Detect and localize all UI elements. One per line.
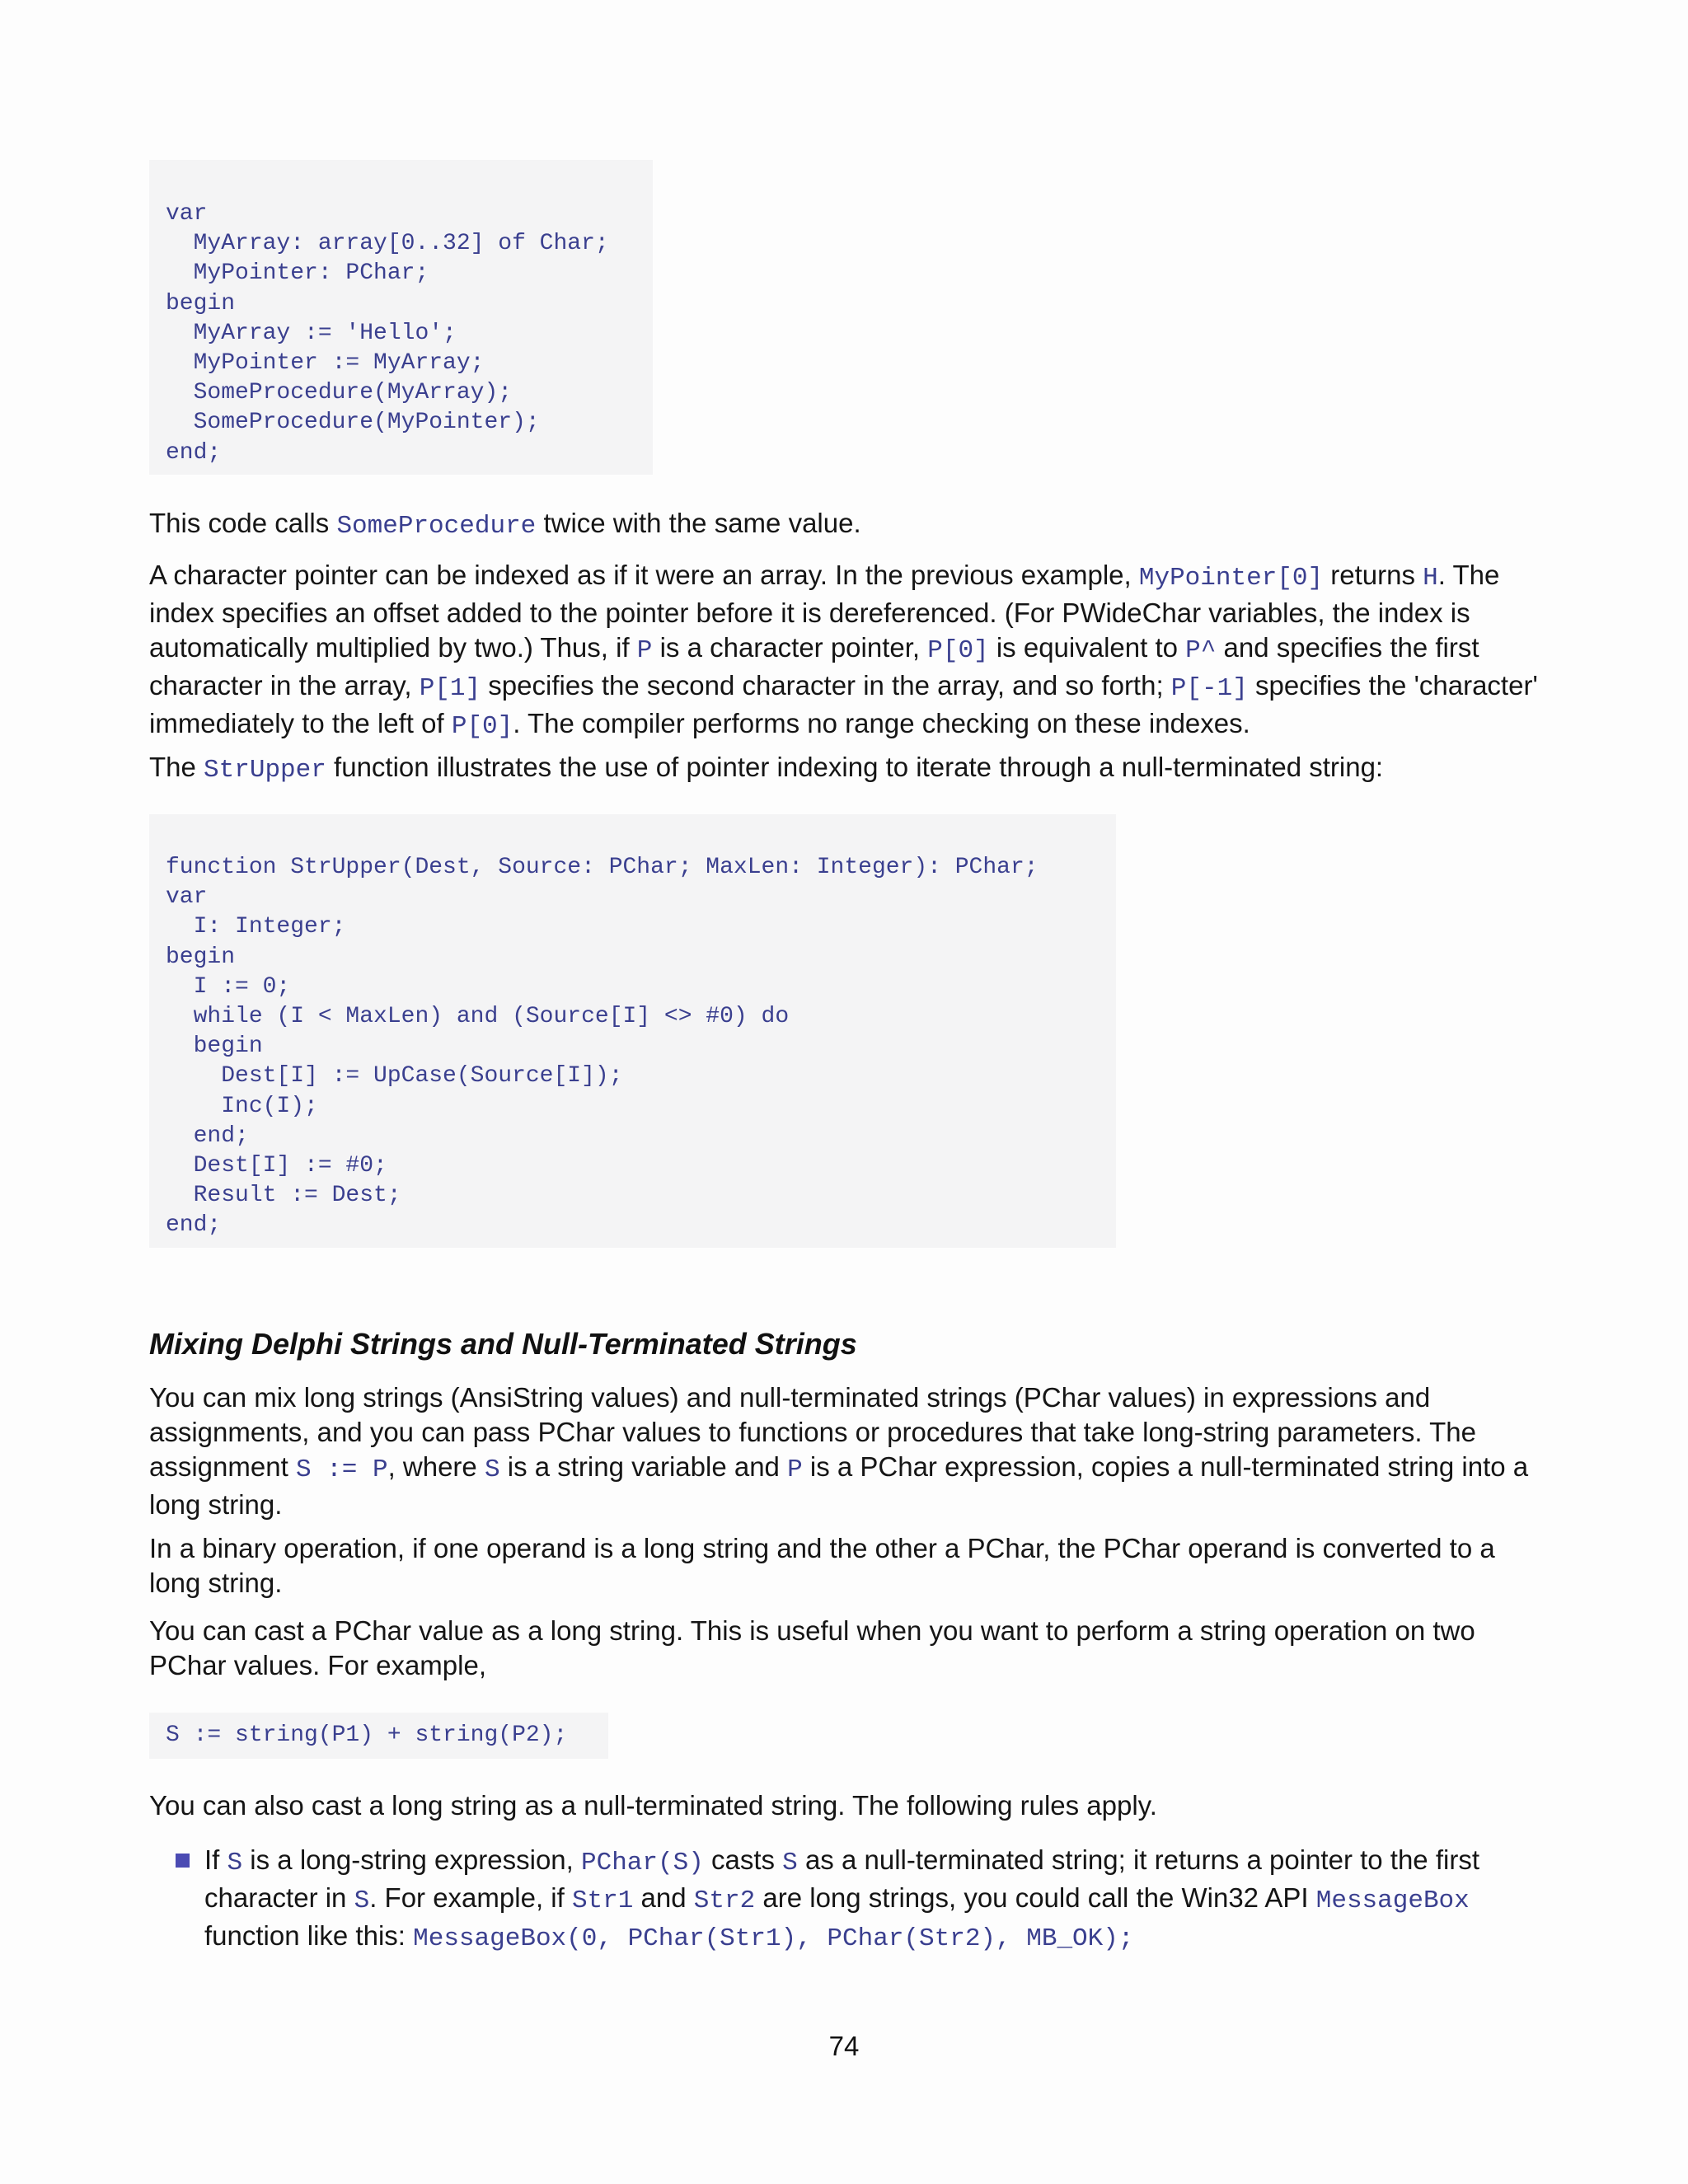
inline-code: S <box>354 1886 370 1915</box>
inline-code: P^ <box>1185 636 1217 665</box>
paragraph-cast-long-string: You can also cast a long string as a null-terminated string. The following rules apply. <box>149 1790 1157 1821</box>
inline-code: PChar(S) <box>580 1849 704 1877</box>
code-block-strupper <box>149 814 1116 1248</box>
code-line: end; <box>166 1212 222 1239</box>
inline-code: MyPointer[0] <box>1138 564 1324 593</box>
code-line: Result := Dest; <box>166 1183 401 1209</box>
paragraph-strupper-intro <box>149 750 1550 788</box>
text-span: returns <box>1323 560 1423 590</box>
paragraph-cast-pchar: You can cast a PChar value as a long string. This is useful when you want to perform a string operation on two PChar values. For example, <box>149 1615 1475 1680</box>
code-line: SomeProcedure(MyPointer); <box>166 410 540 436</box>
inline-code: MessageBox <box>1315 1886 1470 1915</box>
text-span: The <box>149 752 204 782</box>
text-span: specifies the second character in the array, and so forth; <box>481 670 1171 701</box>
code-line: var <box>166 201 208 227</box>
code-line: MyPointer: PChar; <box>166 260 429 287</box>
code-line: while (I < MaxLen) and (Source[I] <> #0) do <box>166 1003 790 1029</box>
code-block-string-cast <box>149 1713 608 1759</box>
inline-code: S := P <box>295 1455 388 1484</box>
text-span: A character pointer can be indexed as if it were an array. In the previous example, <box>149 560 1139 590</box>
inline-code: P <box>636 636 653 665</box>
inline-code: P[0] <box>927 636 989 665</box>
text-span: specifies the 'character' immediately to the left of <box>149 670 1538 738</box>
text-span: You can mix long strings (AnsiString values) and null-terminated strings (PChar values) in expressions and assignments, and you can pass PChar values to functions or procedures that take long-string parameters. The assignment <box>149 1382 1476 1482</box>
code-line: begin <box>166 1033 263 1060</box>
inline-code: P <box>787 1455 803 1484</box>
code-line: begin <box>166 944 236 970</box>
inline-code: Str2 <box>693 1886 756 1915</box>
code-line: MyArray: array[0..32] of Char; <box>166 231 609 257</box>
text-span: and specifies the first character in the array, <box>149 632 1479 701</box>
inline-code: P[0] <box>451 712 513 741</box>
text-span: function illustrates the use of pointer indexing to iterate through a null-terminated string: <box>326 752 1384 782</box>
inline-code: H <box>1423 564 1438 593</box>
code-line: Inc(I); <box>166 1093 318 1119</box>
text-span: This code calls <box>149 508 337 538</box>
inline-code: S <box>227 1849 243 1877</box>
text-span: . The compiler performs no range checking on these indexes. <box>513 708 1250 738</box>
section-heading: Mixing Delphi Strings and Null-Terminated Strings <box>149 1327 857 1361</box>
code-line: Dest[I] := UpCase(Source[I]); <box>166 1063 623 1090</box>
square-bullet-icon <box>176 1854 190 1868</box>
code-line: end; <box>166 1122 249 1149</box>
paragraph-mixing-strings <box>149 1380 1550 1522</box>
code-line: S := string(P1) + string(P2); <box>166 1722 568 1748</box>
code-line: MyPointer := MyArray; <box>166 349 485 376</box>
paragraph-pointer-indexing <box>149 558 1550 744</box>
text-span: is a character pointer, <box>652 632 928 663</box>
text-span: is a string variable and <box>499 1451 788 1482</box>
text-span: . For example, if <box>369 1882 572 1913</box>
bullet-text <box>204 1843 1556 1957</box>
text-span: as a null-terminated string; it returns a pointer to the first character in <box>204 1844 1479 1913</box>
text-span: is a PChar expression, copies a null-terminated string into a long string. <box>149 1451 1529 1520</box>
text-span: function like this: <box>204 1920 414 1951</box>
inline-code: S <box>484 1455 500 1484</box>
paragraph-binary-operation: In a binary operation, if one operand is a long string and the other a PChar, the PChar operand is converted to a long string. <box>149 1533 1495 1598</box>
text-span: and <box>633 1882 694 1913</box>
code-line: I: Integer; <box>166 914 346 940</box>
code-line: end; <box>166 439 222 466</box>
text-span: twice with the same value. <box>536 508 861 538</box>
code-line: begin <box>166 290 236 316</box>
inline-code: SomeProcedure <box>336 512 537 541</box>
text-span: , where <box>387 1451 485 1482</box>
inline-code: P[-1] <box>1170 674 1248 703</box>
text-span: is a long-string expression, <box>242 1844 581 1875</box>
code-line: SomeProcedure(MyArray); <box>166 380 513 406</box>
code-line: function StrUpper(Dest, Source: PChar; MaxLen: Integer): PChar; <box>166 855 1039 880</box>
text-span: is equivalent to <box>988 632 1186 663</box>
code-line: I := 0; <box>166 973 291 1000</box>
page-number: 74 <box>828 2031 860 2061</box>
text-span: are long strings, you could call the Win32 API <box>755 1882 1316 1913</box>
inline-code: StrUpper <box>204 756 326 785</box>
code-line: Dest[I] := #0; <box>166 1152 387 1179</box>
paragraph-code-calls <box>149 506 1550 544</box>
text-span: . The index specifies an offset added to the pointer before it is dereferenced. (For PWideChar variables, the index is automatically multiplied by two.) Thus, if <box>149 560 1500 663</box>
inline-code: S <box>782 1849 798 1877</box>
text-span: If <box>204 1844 227 1875</box>
inline-code: Str1 <box>571 1886 634 1915</box>
code-line: MyArray := 'Hello'; <box>166 320 457 346</box>
inline-code: P[1] <box>419 674 481 703</box>
text-span: casts <box>703 1844 783 1875</box>
code-line: var <box>166 884 208 911</box>
code-block-array-pointer <box>149 160 653 475</box>
inline-code: MessageBox(0, PChar(Str1), PChar(Str2), MB_OK); <box>413 1924 1134 1953</box>
